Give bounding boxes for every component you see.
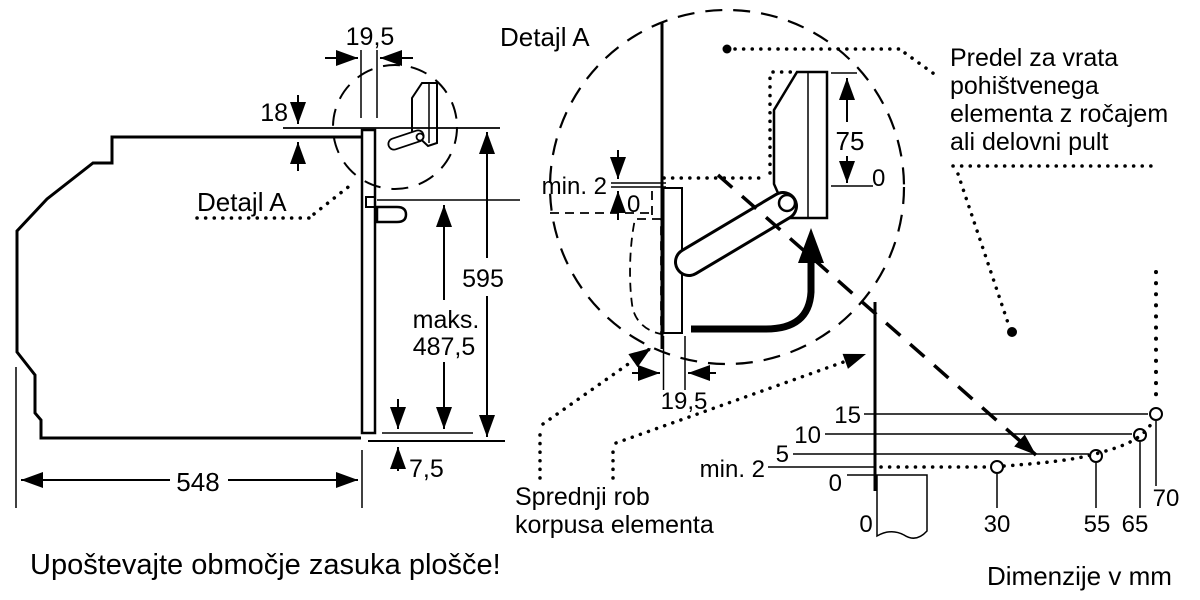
- door-area-annotation: [723, 44, 1169, 404]
- frame-notch: [366, 197, 375, 207]
- door-motion-arrow-head: [798, 228, 824, 263]
- dim-label: 75: [835, 126, 865, 156]
- y-tick-label: 5: [775, 441, 789, 468]
- x-tick-label: 30: [983, 511, 1011, 538]
- dim-label: 19,5: [345, 23, 395, 51]
- leader-dots-arrow: [543, 348, 651, 424]
- dim-label: 19,5: [660, 388, 708, 415]
- x-tick-label: 0: [859, 511, 873, 538]
- point-70-15: [1150, 408, 1162, 420]
- dim-height-595: [462, 132, 504, 437]
- annotation-line: Predel za vrata: [950, 44, 1119, 72]
- leader-start-dot: [723, 45, 732, 54]
- leader-dots-arrow: [616, 354, 866, 443]
- dim-top-gap: [260, 95, 298, 171]
- dim-label: 7,5: [409, 455, 444, 483]
- leader-dots: [314, 184, 352, 214]
- oven-front-frame: [362, 130, 375, 433]
- gap-curve-dotted: [1004, 420, 1153, 466]
- oven-handle: [377, 207, 406, 222]
- detail-marker-circle: [333, 65, 457, 189]
- detail-title: Detajl A: [500, 22, 590, 52]
- dim-door-height: [831, 73, 885, 192]
- point-30-min2: [991, 461, 1003, 473]
- x-tick-label: 70: [1152, 485, 1180, 512]
- dim-label: maks.: [412, 306, 480, 334]
- leader-dots: [905, 53, 937, 76]
- x-tick-label: 55: [1083, 511, 1111, 538]
- dim-label: min. 2: [541, 173, 607, 200]
- dim-label: 595: [462, 265, 504, 293]
- caption-note: Upoštevajte območje zasuka plošče!: [30, 549, 501, 581]
- dim-detail-thickness: [632, 336, 716, 415]
- y-tick-label: 0: [828, 470, 842, 497]
- dim-label: 0: [627, 191, 641, 218]
- detail-reference: [197, 184, 352, 218]
- gap-chart: [700, 302, 1180, 591]
- dim-min-gap: [542, 150, 666, 220]
- dim-label: 18: [260, 99, 288, 127]
- annotation-line: elementa z ročajem: [950, 100, 1169, 128]
- hinge-arm-fill: [689, 206, 783, 262]
- oven-side-view: [16, 23, 520, 581]
- annotation-line: Sprednji rob: [515, 483, 650, 511]
- annotation-line: korpusa elementa: [515, 511, 714, 539]
- units-note: Dimenzije v mm: [987, 561, 1172, 591]
- annotation-line: pohištvenega: [950, 72, 1099, 100]
- dim-bottom-75: [368, 399, 505, 483]
- annotation-line: ali delovni pult: [950, 128, 1109, 156]
- cabinet-panel-section: [630, 219, 661, 334]
- y-tick-label: 10: [794, 422, 821, 449]
- dim-label: 487,5: [412, 333, 476, 361]
- door-motion-arrow-shaft: [691, 262, 811, 329]
- leader-dots: [958, 174, 1009, 326]
- point-65-10: [1134, 429, 1146, 441]
- point-55-5: [1090, 450, 1102, 462]
- leader-end-dot: [1007, 327, 1017, 337]
- cabinet-section-block: [877, 475, 927, 538]
- dim-label: 0: [872, 165, 886, 192]
- dim-max-4875: [377, 200, 520, 433]
- oven-body-outline: [17, 137, 361, 438]
- y-tick-label: 15: [834, 402, 861, 429]
- detail-ref-label: Detajl A: [197, 187, 287, 217]
- y-tick-label: min. 2: [699, 456, 765, 483]
- dim-label: 548: [176, 467, 220, 497]
- x-tick-label: 65: [1121, 511, 1149, 538]
